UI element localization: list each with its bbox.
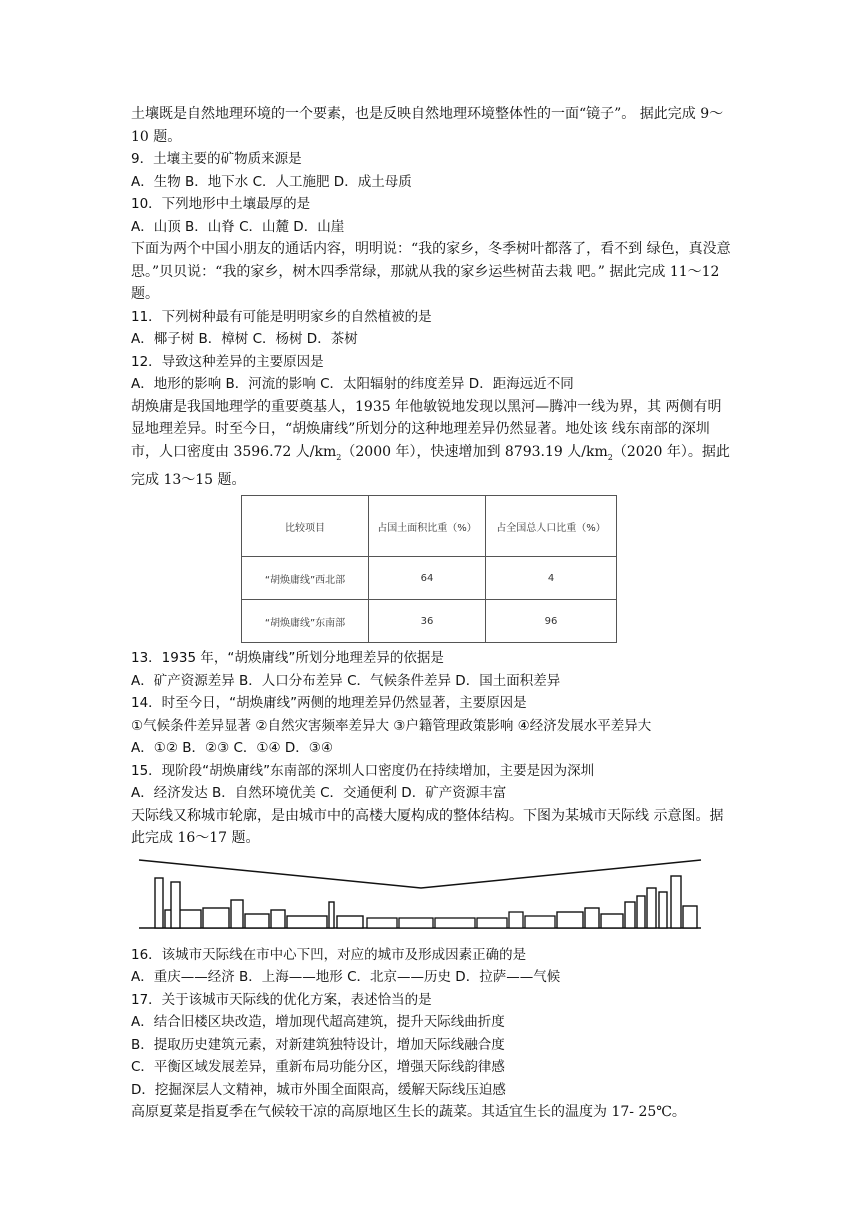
- hu-line-intro: [131, 396, 731, 492]
- table-header-row: [242, 496, 617, 557]
- question-12-stem: 12．导致这种差异的主要原因是: [131, 353, 324, 370]
- comparison-table: [241, 495, 617, 643]
- left-buildings: [155, 878, 363, 928]
- table-cell: 4: [486, 557, 617, 600]
- question-11-stem: 11．下列树种最有可能是明明家乡的自然植被的是: [131, 308, 432, 325]
- table-cell: 64: [369, 557, 486, 600]
- table-header: 占全国总人口比重（%）: [486, 496, 617, 557]
- question-9-stem: 9．土壤主要的矿物质来源是: [131, 151, 302, 167]
- question-17-stem: 17．关于该城市天际线的优化方案，表述恰当的是: [131, 991, 432, 1008]
- question-10-options: A．山顶 B．山脊 C．山麓 D．山崖: [131, 218, 345, 235]
- question-9-options: A．生物 B．地下水 C．人工施肥 D．成土母质: [131, 173, 412, 190]
- question-14-options: A．①② B．②③ C．①④ D．③④: [131, 740, 334, 757]
- question-15-stem: 15．现阶段“胡焕庸线”东南部的深圳人口密度仍在持续增加，主要是因为深圳: [131, 762, 595, 779]
- table-header: 比较项目: [242, 496, 369, 557]
- table-cell: “胡焕庸线”东南部: [242, 600, 369, 643]
- question-13-options: A．矿产资源差异 B．人口分布差异 C．气候条件差异 D．国土面积差异: [131, 672, 561, 689]
- question-14-items: ①气候条件差异显著 ②自然灾害频率差异大 ③户籍管理政策影响 ④经济发展水平差异大: [131, 717, 652, 734]
- question-10-stem: 10．下列地形中土壤最厚的是: [131, 196, 311, 212]
- skyline-outline: [139, 860, 701, 888]
- table-cell: 36: [369, 600, 486, 643]
- question-17-option-a: A．结合旧楼区块改造，增加现代超高建筑，提升天际线曲折度: [131, 1014, 505, 1031]
- trees-intro: 下面为两个中国小朋友的通话内容，明明说：“我的家乡，冬季树叶都落了，看不到 绿色，真没意思。”贝贝说：“我的家乡，树木四季常绿，那就从我的家乡运些树苗去栽 吧。” 据此完成 11～12 题。: [131, 241, 731, 302]
- table-header: 占国土面积比重（%）: [369, 496, 486, 557]
- superscript-2: 2: [607, 452, 613, 462]
- question-16-stem: 16．该城市天际线在市中心下凹，对应的城市及形成因素正确的是: [131, 946, 527, 963]
- question-17-option-b: B．提取历史建筑元素，对新建筑独特设计，增加天际线融合度: [131, 1036, 505, 1053]
- superscript-2: 2: [336, 452, 342, 462]
- exam-content: [131, 103, 731, 1124]
- right-buildings: [557, 876, 697, 928]
- hu-intro-part3: （2020 年）。据此完成 13～15 题。: [131, 443, 730, 488]
- question-11-options: A．椰子树 B．樟树 C．杨树 D．茶树: [131, 331, 358, 347]
- soil-intro: 土壤既是自然地理环境的一个要素，也是反映自然地理环境整体性的一面“镜子”。 据此完成 9～10 题。: [131, 106, 724, 145]
- table-cell: “胡焕庸线”西北部: [242, 557, 369, 600]
- center-buildings: [367, 912, 555, 928]
- question-13-stem: 13．1935 年，“胡焕庸线”所划分地理差异的依据是: [131, 650, 444, 667]
- vegetable-intro: 高原夏菜是指夏季在气候较干凉的高原地区生长的蔬菜。其适宜生长的温度为 17- 25℃。: [131, 1104, 686, 1121]
- question-14-stem: 14．时至今日，“胡焕庸线”两侧的地理差异仍然显著，主要原因是: [131, 695, 527, 712]
- table-row: [242, 557, 617, 600]
- question-12-options: A．地形的影响 B．河流的影响 C．太阳辐射的纬度差异 D．距海远近不同: [131, 376, 574, 392]
- hu-intro-part2: （2000 年），快速增加到 8793.19 人/km: [341, 443, 608, 460]
- skyline-diagram: [131, 858, 711, 934]
- question-17-option-d: D．挖掘深层人文精神，城市外围全面限高，缓解天际线压迫感: [131, 1081, 506, 1098]
- table-row: [242, 600, 617, 643]
- skyline-intro: 天际线又称城市轮廓，是由城市中的高楼大厦构成的整体结构。下图为某城市天际线 示意图。据此完成 16～17 题。: [131, 807, 724, 847]
- question-17-option-c: C．平衡区域发展差异，重新布局功能分区，增强天际线韵律感: [131, 1059, 505, 1076]
- hu-intro-part1: 胡焕庸是我国地理学的重要奠基人，1935 年他敏锐地发现以黑河—腾冲一线为界，其 两侧有明显地理差异。时至今日，“胡焕庸线”所划分的这种地理差异仍然显著。地处该 线东南部的深圳市，人口密度由 3596.72 人/km: [131, 398, 722, 460]
- question-16-options: A．重庆——经济 B．上海——地形 C．北京——历史 D．拉萨——气候: [131, 969, 561, 986]
- table-cell: 96: [486, 600, 617, 643]
- question-15-options: A．经济发达 B．自然环境优美 C．交通便利 D．矿产资源丰富: [131, 785, 507, 802]
